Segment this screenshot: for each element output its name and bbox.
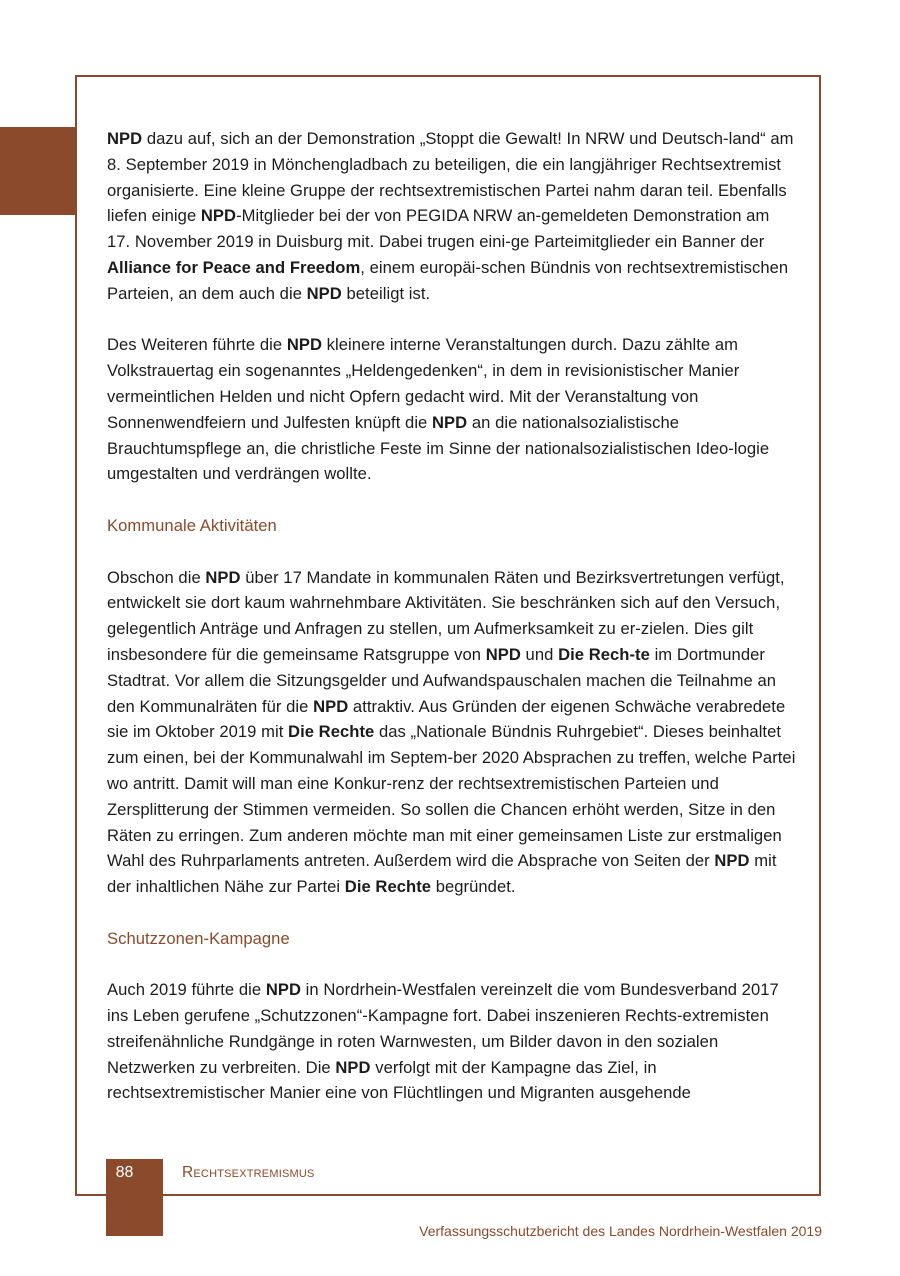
paragraph: Des Weiteren führte die NPD kleinere interne Veranstaltungen durch. Dazu zählte am Volkstrauertag ein sogenanntes „Heldengedenken“, in dem in revisionistischer Manier vermeintlichen Helden und nicht Opfern gedacht wird. Mit der Veranstaltung von Sonnenwendfeiern und Julfesten knüpft die NPD an die nationalsozialistische Brauchtumspflege an, die christliche Feste im Sinne der nationalsozialistischen Ideo-logie umgestalten und verdrängen wollte. — [107, 335, 770, 484]
emphasis-text: Alliance for Peace and Freedom — [107, 257, 361, 277]
side-tab-marker — [0, 127, 76, 215]
paragraph: NPD dazu auf, sich an der Demonstration „Stoppt die Gewalt! In NRW und Deutsch-land“ am 8. September 2019 in Mönchengladbach zu beteiligen, die ein langjähriger Rechtsextremist organisierte. Eine kleine Gruppe der rechtsextremistischen Partei nahm daran teil. Ebenfalls liefen einige NPD-Mitglieder bei der von PEGIDA NRW an-gemeldeten Demonstration am 17. November 2019 in Duisburg mit. Dabei trugen eini-ge Parteimitglieder ein Banner der Alliance for Peace and Freedom, einem europäi-schen Bündnis von rechtsextremistischen Parteien, an dem auch die NPD beteiligt ist. — [107, 129, 794, 303]
emphasis-text: NPD — [313, 696, 349, 716]
section-heading-kommunale-aktivitaeten: Kommunale Aktivitäten — [107, 515, 277, 535]
emphasis-text: NPD — [107, 129, 143, 148]
main-content — [107, 126, 797, 1132]
paragraph: Auch 2019 führte die NPD in Nordrhein-Westfalen vereinzelt die vom Bundesverband 2017 ins Leben gerufene „Schutzzonen“-Kampagne fort. Dabei inszenieren Rechts-extremisten streifenähnliche Rundgänge in roten Warnwesten, um Bilder davon in den sozialen Netzwerken zu verbreiten. Die NPD verfolgt mit der Kampagne das Ziel, in rechtsextremistischer Manier eine von Flüchtlingen und Migranten ausgehende — [107, 980, 779, 1103]
emphasis-text: NPD — [335, 1057, 371, 1077]
paragraph: Obschon die NPD über 17 Mandate in kommunalen Räten und Bezirksvertretungen verfügt, entwickelt sie dort kaum wahrnehmbare Aktivitäten. Sie beschränken sich auf den Versuch, gelegentlich Anträge und Anfragen zu stellen, um Aufmerksamkeit zu er-zielen. Dies gilt insbesondere für die gemeinsame Ratsgruppe von NPD und Die Rech-te im Dortmunder Stadtrat. Vor allem die Sitzungsgelder und Aufwandspauschalen machen die Teilnahme an den Kommunalräten für die NPD attraktiv. Aus Gründen der eigenen Schwäche verabredete sie im Oktober 2019 mit Die Rechte das „Nationale Bündnis Ruhrgebiet“. Dieses beinhaltet zum einen, bei der Kommunalwahl im Septem-ber 2020 Absprachen zu treffen, welche Partei wo antritt. Damit will man eine Konkur-renz der rechtsextremistischen Parteien und Zersplitterung der Stimmen vermeiden. So sollen die Chancen erhöht werden, Sitze in den Räten zu erringen. Zum anderen möchte man mit einer gemeinsamen Liste zur erstmaligen Wahl des Ruhrparlaments antreten. Außerdem wird die Absprache von Seiten der NPD mit der inhaltlichen Nähe zur Partei Die Rechte begründet. — [107, 567, 796, 897]
page-number: 88 — [115, 1164, 134, 1181]
emphasis-text: Die Rech-te — [558, 644, 650, 664]
section-heading-schutzzonen-kampagne: Schutzzonen-Kampagne — [107, 928, 290, 948]
emphasis-text: NPD — [432, 412, 468, 432]
emphasis-text: NPD — [485, 644, 521, 664]
emphasis-text: NPD — [714, 851, 750, 871]
emphasis-text: NPD — [265, 980, 301, 1000]
emphasis-text: NPD — [205, 567, 241, 587]
emphasis-text: Die Rechte — [288, 722, 375, 742]
emphasis-text: NPD — [200, 206, 237, 226]
emphasis-text: Die Rechte — [344, 877, 432, 897]
section-label: Rechtsextremismus — [182, 1164, 315, 1181]
footer-title: Verfassungsschutzbericht des Landes Nordrhein-Westfalen 2019 — [419, 1223, 822, 1239]
emphasis-text: NPD — [286, 335, 323, 355]
emphasis-text: NPD — [306, 283, 342, 303]
